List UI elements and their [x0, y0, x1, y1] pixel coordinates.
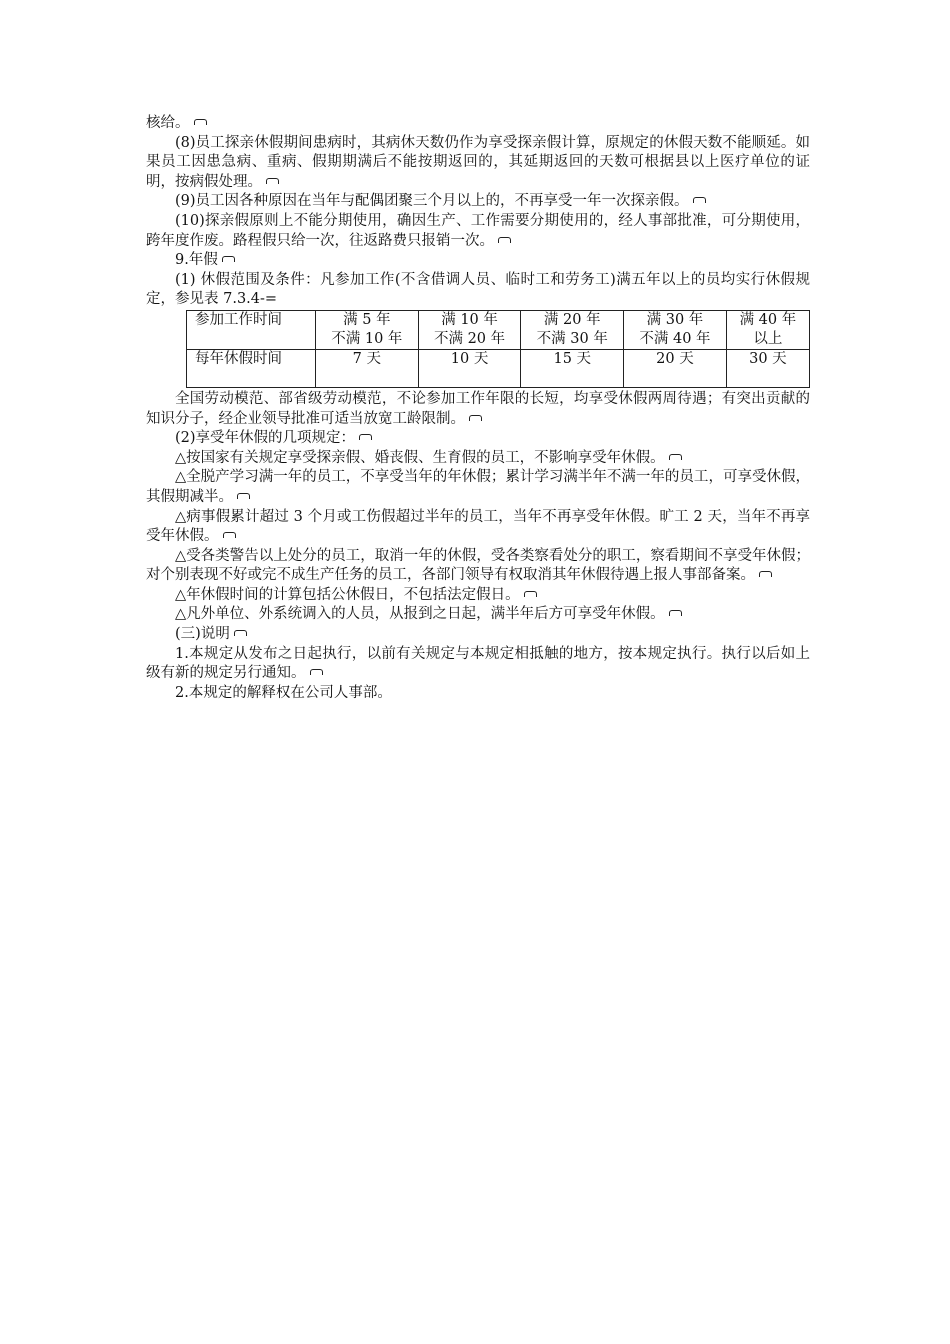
- paragraph: [146, 212, 810, 251]
- paragraph-mark-icon: [237, 493, 250, 499]
- table-row-days: [187, 349, 810, 387]
- table-row-header: 参加工作时间: [187, 310, 316, 349]
- paragraph: [146, 625, 810, 645]
- paragraph: [146, 547, 810, 586]
- paragraph: [146, 114, 810, 134]
- paragraph: [146, 134, 810, 193]
- paragraph: [146, 390, 810, 429]
- paragraph-text: (2)享受年休假的几项规定：: [175, 430, 356, 447]
- paragraph: [146, 429, 810, 449]
- paragraph-mark-icon: [498, 237, 511, 243]
- paragraph-mark-icon: [359, 434, 372, 440]
- paragraph: [146, 684, 810, 704]
- paragraph-text: (三)说明: [175, 626, 230, 643]
- paragraph-text: △年休假时间的计算包括公休假日，不包括法定假日。: [175, 586, 520, 603]
- paragraph-mark-icon: [310, 669, 323, 675]
- table-cell: 满 20 年 不满 30 年: [521, 310, 624, 349]
- paragraph-text: 核给。: [146, 115, 190, 131]
- table-cell: 满 5 年 不满 10 年: [316, 310, 419, 349]
- paragraph-text: △受各类警告以上处分的员工，取消一年的休假，受各类察看处分的职工，察看期间不享受年休假；对个别表现不好或完不成生产任务的员工，各部门领导有权取消其年休假待遇上报人事部备案。: [146, 547, 810, 584]
- paragraph: [146, 449, 810, 469]
- paragraphs-bottom: [146, 390, 810, 704]
- table-cell: 15 天: [521, 349, 624, 387]
- paragraph-mark-icon: [223, 532, 236, 538]
- paragraph-text: 1.本规定从发布之日起执行，以前有关规定与本规定相抵触的地方，按本规定执行。执行以后如上级有新的规定另行通知。: [146, 645, 810, 682]
- paragraph-text: (8)员工探亲休假期间患病时，其病休天数仍作为享受探亲假计算，原规定的休假天数不能顺延。如果员工因患急病、重病、假期期满后不能按期返回的，其延期返回的天数可根据县以上医疗单位的证明，按病假处理。: [146, 134, 810, 190]
- paragraph: [146, 468, 810, 507]
- paragraph-mark-icon: [693, 197, 706, 203]
- paragraph-mark-icon: [222, 256, 235, 262]
- paragraph: [146, 271, 810, 310]
- paragraph-mark-icon: [524, 591, 537, 597]
- paragraphs-top: [146, 114, 810, 310]
- paragraph-mark-icon: [194, 119, 207, 125]
- paragraph-text: △全脱产学习满一年的员工，不享受当年的年休假；累计学习满半年不满一年的员工，可享受休假，其假期减半。: [146, 469, 810, 505]
- paragraph-mark-icon: [669, 454, 682, 460]
- paragraph-text: 9.年假: [175, 252, 218, 269]
- paragraph-text: △凡外单位、外系统调入的人员，从报到之日起，满半年后方可享受年休假。: [175, 606, 665, 623]
- table-cell: 30 天: [726, 349, 809, 387]
- paragraph-mark-icon: [469, 415, 482, 421]
- table-cell: 10 天: [418, 349, 521, 387]
- paragraph-mark-icon: [759, 571, 772, 577]
- paragraph-text: △病事假累计超过 3 个月或工伤假超过半年的员工，当年不再享受年休假。旷工 2 天，当年不再享受年休假。: [146, 508, 810, 545]
- paragraph-text: (10)探亲假原则上不能分期使用，确因生产、工作需要分期使用的，经人事部批准，可分期使用，跨年度作废。路程假只给一次，往返路费只报销一次。: [146, 212, 810, 249]
- table-cell: 7 天: [316, 349, 419, 387]
- table-cell: 20 天: [624, 349, 727, 387]
- document-page: [146, 114, 810, 703]
- paragraph-text: (1) 休假范围及条件：凡参加工作(不含借调人员、临时工和劳务工)满五年以上的员均实行休假规定，参见表 7.3.4-=: [146, 271, 810, 308]
- annual-leave-table: [186, 310, 810, 388]
- table-cell: 满 10 年 不满 20 年: [418, 310, 521, 349]
- paragraph: [146, 605, 810, 625]
- paragraph-mark-icon: [234, 630, 247, 636]
- paragraph-text: 2.本规定的解释权在公司人事部。: [175, 684, 392, 701]
- table-cell: 满 40 年 以上: [726, 310, 809, 349]
- paragraph-text: △按国家有关规定享受探亲假、婚丧假、生育假的员工，不影响享受年休假。: [175, 449, 665, 466]
- paragraph-text: 全国劳动模范、部省级劳动模范，不论参加工作年限的长短，均享受休假两周待遇；有突出贡献的知识分子，经企业领导批准可适当放宽工龄限制。: [146, 390, 810, 427]
- table-row-header: 每年休假时间: [187, 349, 316, 387]
- paragraph: [146, 586, 810, 606]
- paragraph-text: (9)员工因各种原因在当年与配偶团聚三个月以上的，不再享受一年一次探亲假。: [175, 193, 689, 210]
- paragraph: [146, 251, 810, 271]
- paragraph: [146, 192, 810, 212]
- table-row-years: [187, 310, 810, 349]
- paragraph-mark-icon: [669, 610, 682, 616]
- paragraph: [146, 508, 810, 547]
- table-cell: 满 30 年 不满 40 年: [624, 310, 727, 349]
- paragraph: [146, 645, 810, 684]
- paragraph-mark-icon: [266, 178, 279, 184]
